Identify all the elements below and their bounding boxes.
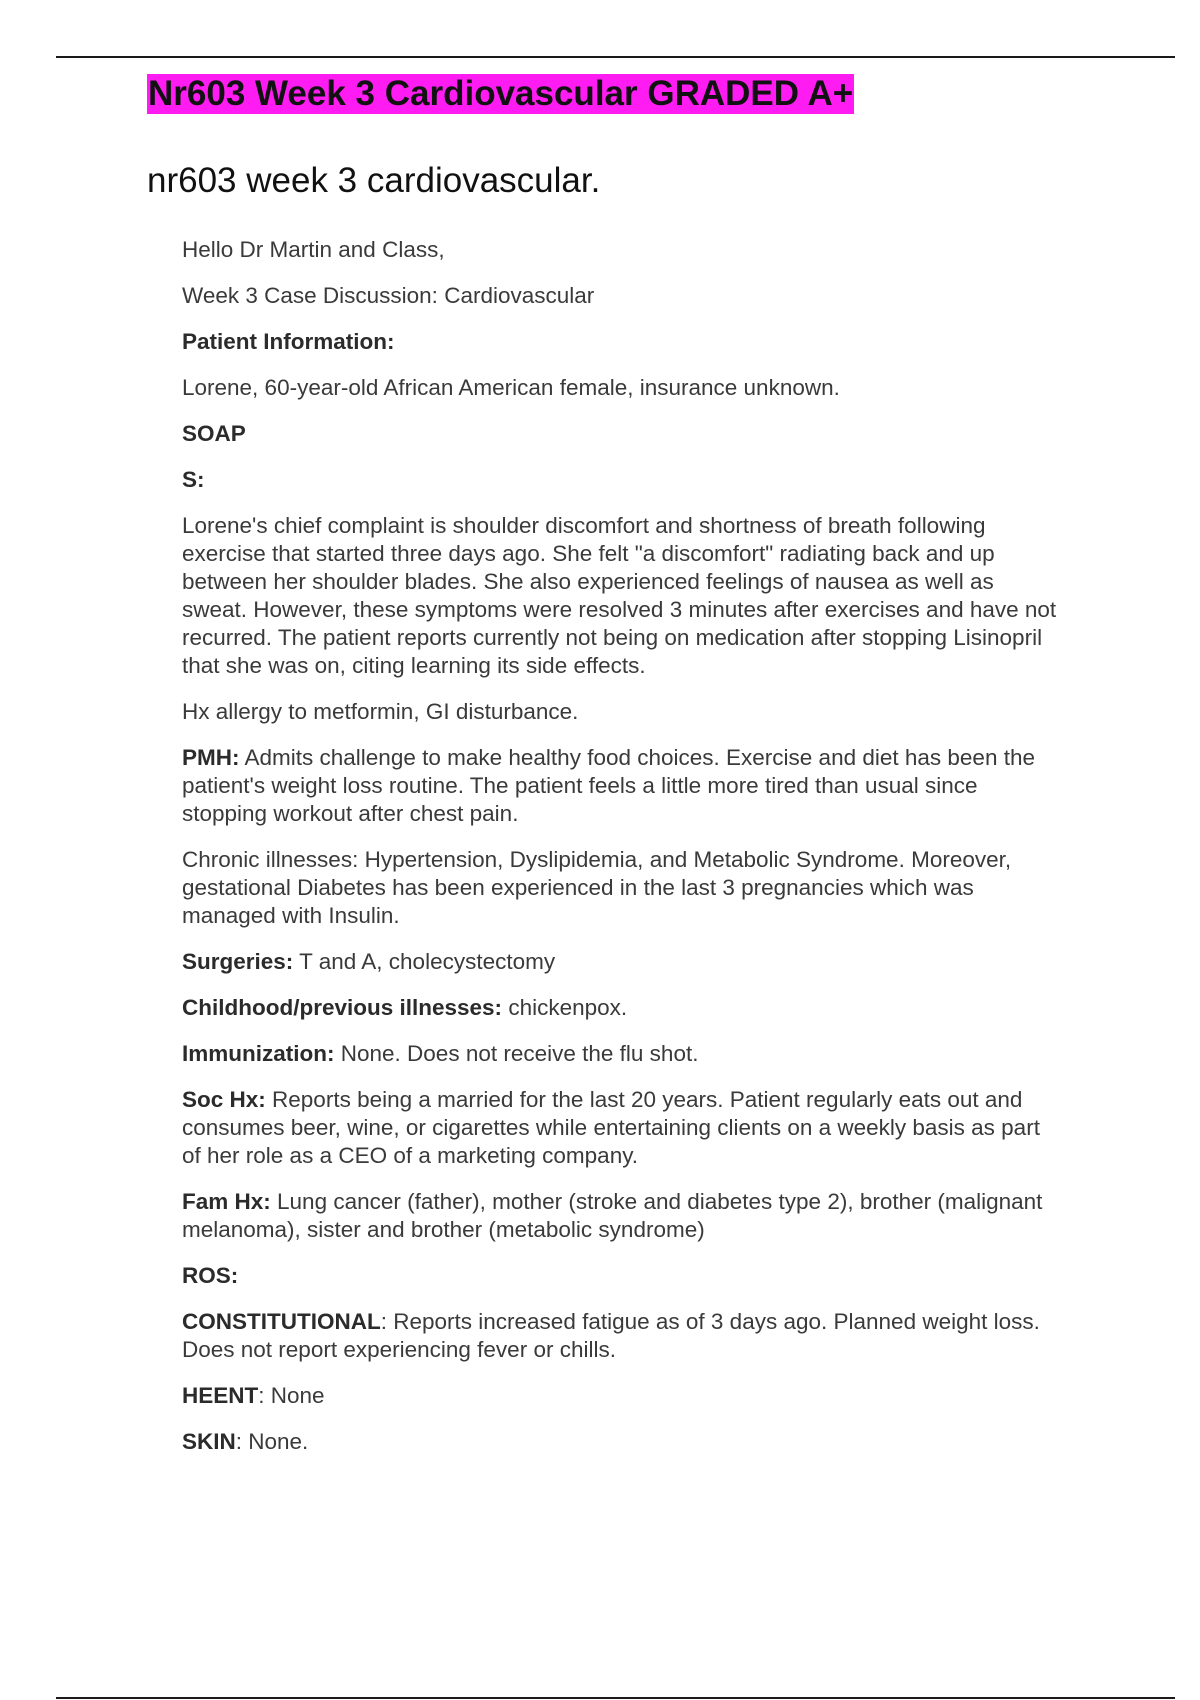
- pmh-label: PMH:: [182, 745, 240, 770]
- case-title: Week 3 Case Discussion: Cardiovascular: [182, 283, 595, 308]
- heent-paragraph: [182, 1382, 1062, 1410]
- surgeries-label: Surgeries:: [182, 949, 294, 974]
- document-subtitle: nr603 week 3 cardiovascular.: [147, 161, 601, 200]
- soap-heading: [182, 420, 1062, 448]
- childhood-label: Childhood/previous illnesses:: [182, 995, 503, 1020]
- soap-heading-text: SOAP: [182, 421, 246, 446]
- heent-label: HEENT: [182, 1383, 259, 1408]
- skin-paragraph: [182, 1428, 1062, 1456]
- patient-info-heading: [182, 328, 1062, 356]
- childhood-paragraph: [182, 994, 1062, 1022]
- document-title: Nr603 Week 3 Cardiovascular GRADED A+: [148, 74, 854, 113]
- skin-text: : None.: [235, 1429, 309, 1454]
- immunization-paragraph: [182, 1040, 1062, 1068]
- chief-complaint: Lorene's chief complaint is shoulder discomfort and shortness of breath following exercise that started three days ago. She felt "a discomfort" radiating back and up between her shoulder blades. She also experienced feelings of nausea as well as sweat. However, these symptoms were resolved 3 minutes after exercises and have not recurred. The patient reports currently not being on medication after stopping Lisinopril that she was on, citing learning its side effects.: [182, 513, 1057, 678]
- ros-heading-text: ROS:: [182, 1263, 239, 1288]
- bottom-rule: [56, 1697, 1175, 1699]
- ros-heading: [182, 1262, 1062, 1290]
- pmh-paragraph: [182, 744, 1062, 828]
- immunization-text: None. Does not receive the flu shot.: [334, 1041, 699, 1066]
- patient-info-heading-text: Patient Information:: [182, 329, 395, 354]
- constitutional-text: : Reports increased fatigue as of 3 days ago. Planned weight loss. Does not report experiencing fever or chills.: [182, 1309, 1040, 1362]
- allergy: Hx allergy to metformin, GI disturbance.: [182, 699, 579, 724]
- fam-label: Fam Hx:: [182, 1189, 271, 1214]
- top-rule: [56, 56, 1175, 58]
- greeting: Hello Dr Martin and Class,: [182, 237, 445, 262]
- chronic-illnesses: Chronic illnesses: Hypertension, Dyslipidemia, and Metabolic Syndrome. Moreover, gestational Diabetes has been experienced in the last 3 pregnancies which was managed with Insulin.: [182, 847, 1012, 928]
- document-body: [182, 236, 1062, 1474]
- soc-paragraph: [182, 1086, 1062, 1170]
- s-heading: [182, 466, 1062, 494]
- heent-text: : None: [258, 1383, 325, 1408]
- fam-text: Lung cancer (father), mother (stroke and diabetes type 2), brother (malignant melanoma), sister and brother (metabolic syndrome): [182, 1189, 1043, 1242]
- patient-info: Lorene, 60-year-old African American female, insurance unknown.: [182, 375, 840, 400]
- surgeries-paragraph: [182, 948, 1062, 976]
- constitutional-paragraph: [182, 1308, 1062, 1364]
- s-heading-text: S:: [182, 467, 205, 492]
- soc-label: Soc Hx:: [182, 1087, 266, 1112]
- surgeries-text: T and A, cholecystectomy: [293, 949, 556, 974]
- immunization-label: Immunization:: [182, 1041, 335, 1066]
- childhood-text: chickenpox.: [502, 995, 628, 1020]
- fam-paragraph: [182, 1188, 1062, 1244]
- constitutional-label: CONSTITUTIONAL: [182, 1309, 381, 1334]
- pmh-text: Admits challenge to make healthy food choices. Exercise and diet has been the patient's weight loss routine. The patient feels a little more tired than usual since stopping workout after chest pain.: [182, 745, 1035, 826]
- skin-label: SKIN: [182, 1429, 236, 1454]
- soc-text: Reports being a married for the last 20 years. Patient regularly eats out and consumes beer, wine, or cigarettes while entertaining clients on a weekly basis as part of her role as a CEO of a marketing company.: [182, 1087, 1040, 1168]
